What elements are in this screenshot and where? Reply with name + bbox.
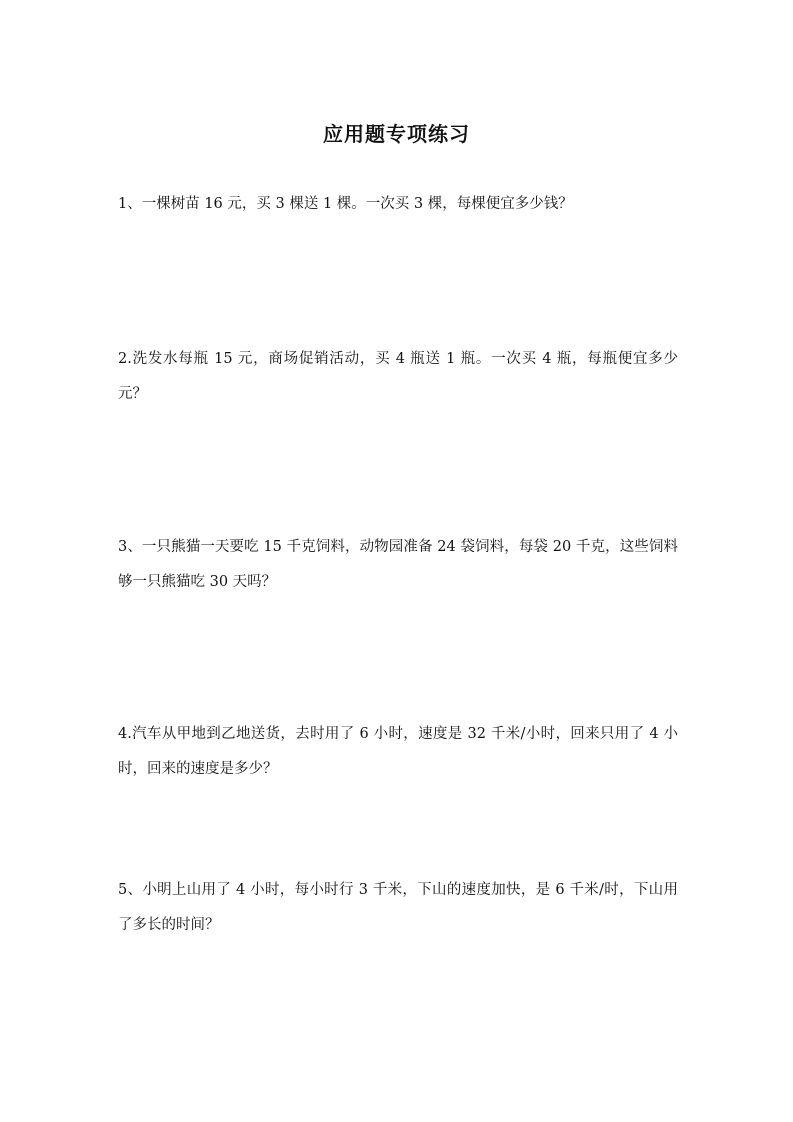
question-4: 4.汽车从甲地到乙地送货，去时用了 6 小时，速度是 32 千米/小时，回来只用了 4 小时，回来的速度是多少？ (118, 726, 678, 777)
question-1: 1、一棵树苗 16 元，买 3 棵送 1 棵。一次买 3 棵，每棵便宜多少钱？ (118, 196, 573, 212)
question-5: 5、小明上山用了 4 小时，每小时行 3 千米，下山的速度加快，是 6 千米/时，下山用了多长的时间？ (118, 882, 678, 933)
question-2: 2.洗发水每瓶 15 元，商场促销活动，买 4 瓶送 1 瓶。一次买 4 瓶，每瓶便宜多少元？ (118, 351, 678, 402)
question-3: 3、一只熊猫一天要吃 15 千克饲料，动物园准备 24 袋饲料，每袋 20 千克，这些饲料够一只熊猫吃 30 天吗？ (118, 539, 678, 590)
page-title: 应用题专项练习 (323, 122, 470, 146)
